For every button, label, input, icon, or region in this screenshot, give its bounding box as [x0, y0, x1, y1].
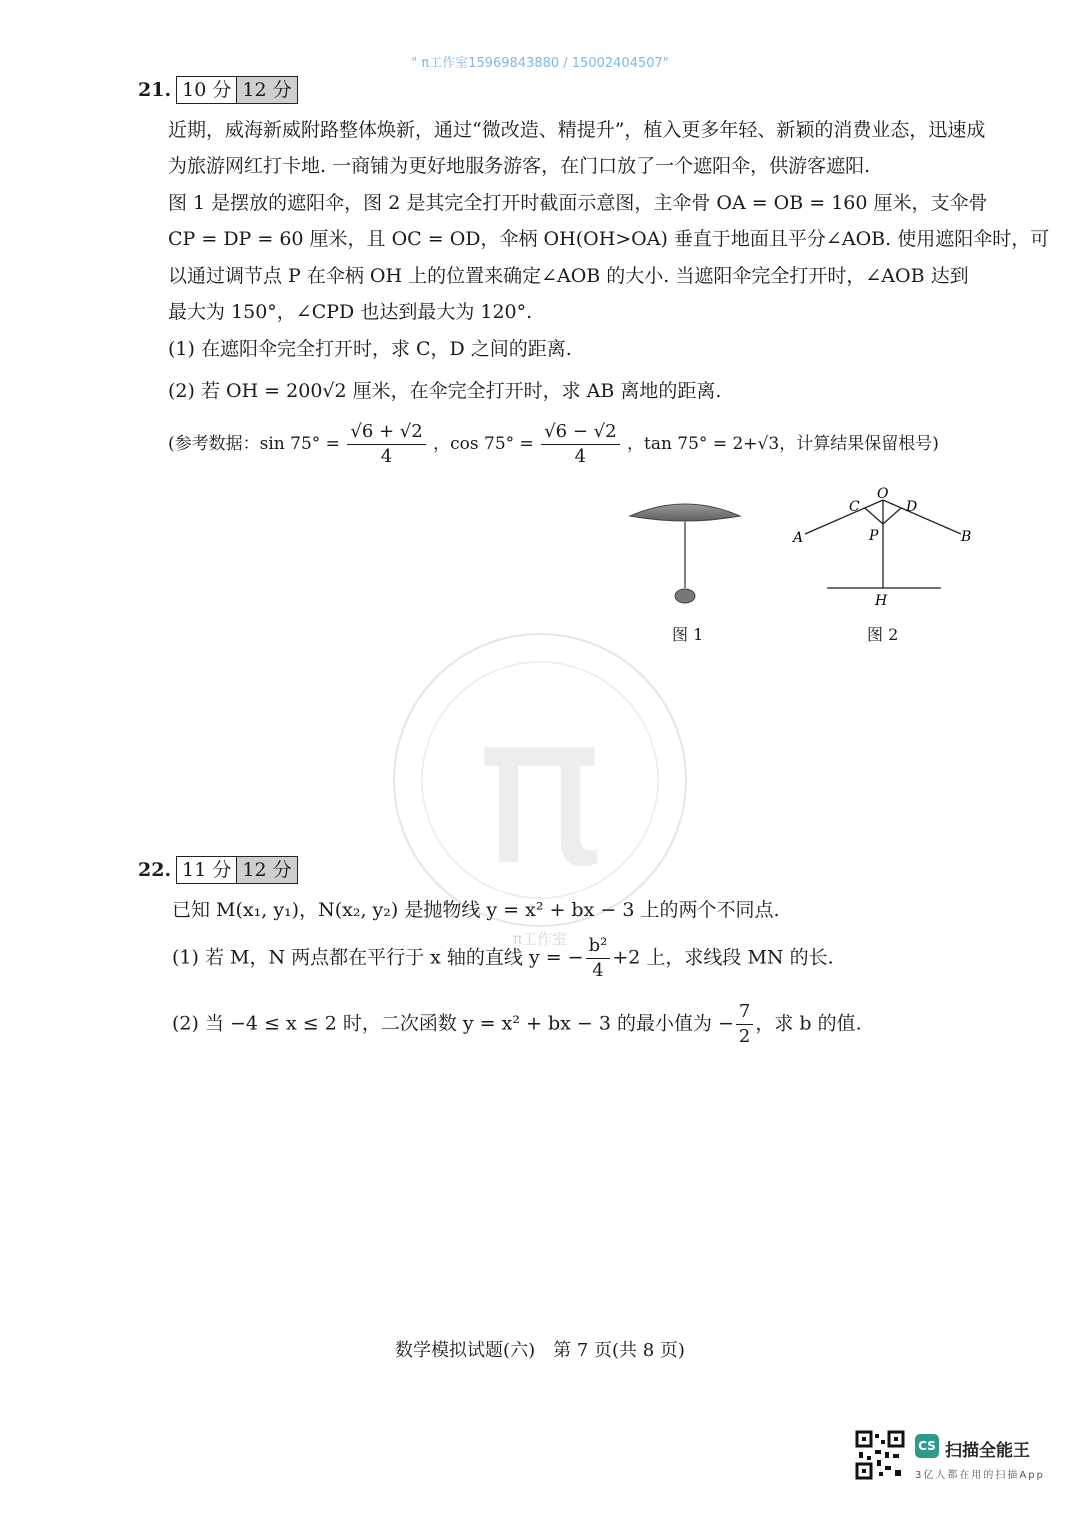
score-box: 10 分	[176, 76, 237, 104]
page-footer: 数学模拟试题(六) 第 7 页(共 8 页)	[395, 1340, 685, 1361]
fraction: $\frac{\text{b²}}{4}$	[586, 934, 611, 983]
q21-text-line: CP = DP = 60 厘米，且 OC = OD，伞柄 OH(OH>OA) 垂直于地面且平分∠AOB. 使用遮阳伞时，可	[168, 228, 1050, 250]
pi-symbol: π	[476, 667, 604, 912]
fraction: $\frac{√6 + √2}{4}$	[347, 420, 425, 469]
label-o: O	[877, 486, 889, 502]
score-box-shaded: 12 分	[236, 76, 297, 104]
fraction: $\frac{7}{2}$	[736, 1000, 753, 1049]
question-22-header	[138, 856, 298, 884]
score-box: 11 分	[176, 856, 237, 884]
score-box-shaded: 12 分	[236, 856, 297, 884]
camscanner-logo-icon: CS	[915, 1434, 939, 1458]
q21-text-line: 图 1 是摆放的遮阳伞，图 2 是其完全打开时截面示意图，主伞骨 OA = OB = 160 厘米，支伞骨	[168, 192, 988, 214]
qr-code-icon	[855, 1430, 905, 1480]
q21-part-1: (1) 在遮阳伞完全打开时，求 C，D 之间的距离.	[168, 338, 572, 360]
umbrella-figure	[620, 492, 750, 612]
scanner-title: 扫描全能王	[945, 1441, 1030, 1461]
label-a: A	[793, 530, 804, 546]
figure-2-caption: 图 2	[867, 625, 899, 644]
watermark-overlay-text: π工作室	[512, 930, 568, 948]
scanner-badge	[855, 1430, 1055, 1482]
label-h: H	[875, 593, 888, 609]
label-p: P	[869, 528, 879, 544]
scanner-subtitle: 3亿人都在用的扫描App	[915, 1470, 1045, 1481]
q21-reference-data: (参考数据：sin 75° = $\frac{√6 + √2}{4}$ ，cos 75° = $\frac{√6 - √2}{4}$ ，tan 75° = 2+√3，计算结果保留根号)	[168, 421, 939, 467]
q21-text-line: 最大为 150°，∠CPD 也达到最大为 120°.	[168, 301, 533, 323]
pi-seal-watermark	[390, 630, 690, 930]
question-number: 21.	[138, 79, 172, 101]
q22-part-1: (1) 若 M，N 两点都在平行于 x 轴的直线 y = − $\frac{\text{b²}}{4}$ +2 上，求线段 MN 的长.	[172, 935, 834, 981]
label-c: C	[849, 499, 860, 515]
question-number: 22.	[138, 859, 172, 881]
q21-text-line: 为旅游网红打卡地. 一商铺为更好地服务游客，在门口放了一个遮阳伞，供游客遮阳.	[168, 155, 871, 177]
q21-text-line: 以通过调节点 P 在伞柄 OH 上的位置来确定∠AOB 的大小. 当遮阳伞完全打开时，∠AOB 达到	[168, 265, 969, 287]
q22-stem: 已知 M(x₁, y₁)，N(x₂, y₂) 是抛物线 y = x² + bx − 3 上的两个不同点.	[172, 899, 780, 921]
figure-1-caption: 图 1	[672, 625, 704, 644]
q21-part-2: (2) 若 OH = 200√2 厘米，在伞完全打开时，求 AB 离地的距离.	[168, 380, 722, 402]
q22-part-2: (2) 当 −4 ≤ x ≤ 2 时，二次函数 y = x² + bx − 3 的最小值为 − $\frac{7}{2}$ ，求 b 的值.	[172, 1001, 862, 1047]
label-b: B	[961, 529, 972, 545]
label-d: D	[906, 499, 918, 515]
fraction: $\frac{√6 - √2}{4}$	[541, 420, 619, 469]
umbrella-cross-section-diagram	[785, 484, 985, 614]
question-21-header	[138, 76, 298, 104]
q21-text-line: 近期，威海新威附路整体焕新，通过“微改造、精提升”，植入更多年轻、新颖的消费业态，迅速成	[168, 119, 986, 141]
header-watermark: " π工作室15969843880 / 15002404507"	[411, 56, 669, 71]
